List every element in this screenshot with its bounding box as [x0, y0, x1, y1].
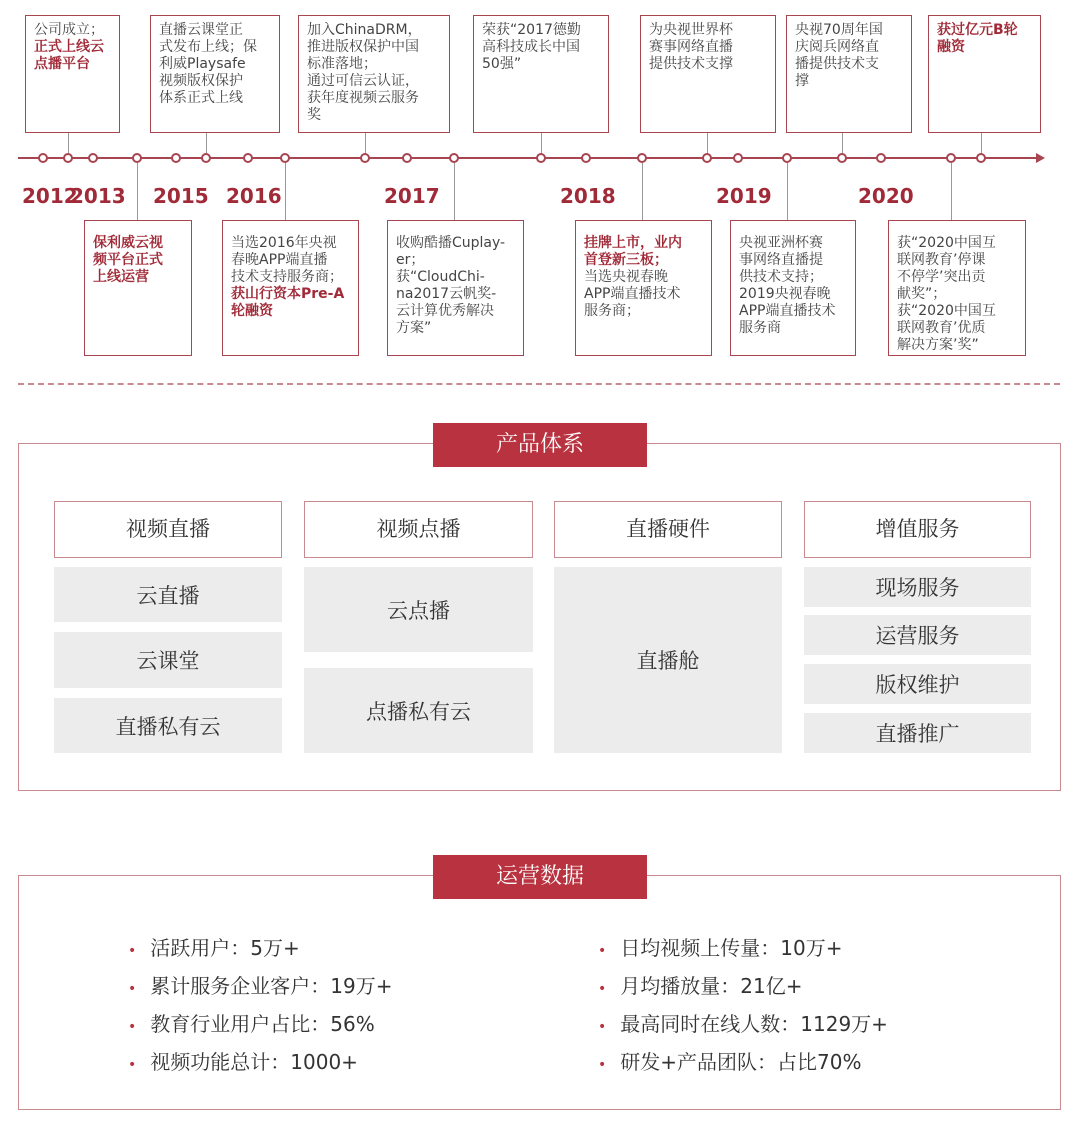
timeline-event-text: 当选2016年央视 春晚APP端直播 技术支持服务商；: [231, 235, 343, 285]
stat-item: • 累计服务企业客户：19万+: [128, 974, 393, 998]
bullet-icon: •: [598, 943, 607, 959]
timeline-event-text: 荣获“2017德勤 高科技成长中国 50强”: [482, 22, 581, 72]
timeline-dot: [88, 153, 98, 163]
bullet-icon: •: [128, 1019, 137, 1035]
timeline-event-top: [786, 15, 912, 133]
product-item: 云点播: [304, 567, 533, 652]
timeline-dot: [976, 153, 986, 163]
stat-item: • 视频功能总计：1000+: [128, 1050, 358, 1074]
timeline-dot: [536, 153, 546, 163]
product-item: 直播舱: [554, 567, 782, 753]
timeline-dot: [637, 153, 647, 163]
timeline-event-text: 收购酷播Cuplay- er； 获“CloudChi- na2017云帆奖- 云计算优秀解决 方案”: [396, 235, 506, 336]
timeline-event-text: 加入ChinaDRM， 推进版权保护中国 标准落地； 通过可信云认证， 获年度视频云服务 奖: [307, 22, 422, 123]
timeline-event-top: [473, 15, 609, 133]
timeline-dot: [702, 153, 712, 163]
timeline-dot: [876, 153, 886, 163]
timeline-year: 2016: [226, 184, 282, 208]
product-item: 云直播: [54, 567, 282, 622]
timeline-dot: [837, 153, 847, 163]
timeline-dot: [38, 153, 48, 163]
timeline-dot: [171, 153, 181, 163]
timeline-event-text: 直播云课堂正 式发布上线；保 利威Playsafe 视频版权保护 体系正式上线: [159, 22, 257, 106]
timeline-dot: [243, 153, 253, 163]
timeline-event-top: [928, 15, 1041, 133]
stat-item: • 日均视频上传量：10万+: [598, 936, 843, 960]
category-video-vod: 视频点播: [304, 501, 533, 558]
timeline-dot: [449, 153, 459, 163]
stat-item: • 教育行业用户占比：56%: [128, 1012, 375, 1036]
timeline-event-bottom: [84, 220, 192, 356]
timeline-event-bottom: [575, 220, 712, 356]
bullet-icon: •: [128, 1057, 137, 1073]
timeline-event-text: 当选央视春晚 APP端直播技术 服务商；: [584, 269, 681, 319]
product-item: 运营服务: [804, 615, 1031, 655]
bullet-icon: •: [598, 981, 607, 997]
timeline-event-top: [25, 15, 120, 133]
bullet-icon: •: [598, 1057, 607, 1073]
timeline-dot: [280, 153, 290, 163]
section-divider: [18, 383, 1060, 385]
timeline-dot: [782, 153, 792, 163]
timeline-event-top: [298, 15, 450, 133]
timeline-event-top: [150, 15, 280, 133]
bullet-icon: •: [128, 943, 137, 959]
timeline-year: 2017: [384, 184, 440, 208]
operations-title: 运营数据: [433, 855, 647, 899]
timeline-dot: [63, 153, 73, 163]
product-item: 点播私有云: [304, 668, 533, 753]
timeline-event-text: 正式上线云 点播平台: [34, 39, 104, 72]
timeline-dot: [946, 153, 956, 163]
timeline-event-bottom: [888, 220, 1026, 356]
stat-item: • 最高同时在线人数：1129万+: [598, 1012, 888, 1036]
timeline-event-text: 公司成立；: [34, 22, 104, 38]
timeline-event-text: 为央视世界杯 赛事网络直播 提供技术支撑: [649, 22, 733, 72]
timeline-year: 2018: [560, 184, 616, 208]
timeline-event-top: [640, 15, 776, 133]
bullet-icon: •: [598, 1019, 607, 1035]
timeline-dot: [201, 153, 211, 163]
product-item: 直播推广: [804, 713, 1031, 753]
timeline-event-text: 央视70周年国 庆阅兵网络直 播提供技术支 撑: [795, 22, 883, 89]
timeline-dot: [402, 153, 412, 163]
bullet-icon: •: [128, 981, 137, 997]
timeline-dot: [360, 153, 370, 163]
timeline-event-text: 挂牌上市，业内 首登新三板；: [584, 235, 682, 268]
timeline-event-text: 央视亚洲杯赛 事网络直播提 供技术支持； 2019央视春晚 APP端直播技术 服务商: [739, 235, 836, 336]
product-item: 版权维护: [804, 664, 1031, 704]
timeline-year: 2015: [153, 184, 209, 208]
stat-item: • 月均播放量：21亿+: [598, 974, 803, 998]
timeline-year: 2019: [716, 184, 772, 208]
category-video-live: 视频直播: [54, 501, 282, 558]
timeline-year: 2012: [22, 184, 78, 208]
timeline-arrow-icon: [1036, 153, 1045, 163]
timeline-year: 2020: [858, 184, 914, 208]
product-item: 现场服务: [804, 567, 1031, 607]
category-value-added: 增值服务: [804, 501, 1031, 558]
product-item: 云课堂: [54, 632, 282, 688]
timeline-event-text: 获“2020中国互 联网教育’停课 不停学’突出贡 献奖”； 获“2020中国互 联网教育’优质 解决方案’奖”: [897, 235, 996, 353]
timeline-dot: [733, 153, 743, 163]
timeline-event-bottom: [730, 220, 856, 356]
stat-item: • 活跃用户：5万+: [128, 936, 300, 960]
product-item: 直播私有云: [54, 698, 282, 753]
timeline-event-bottom: [387, 220, 524, 356]
timeline-event-text: 获过亿元B轮 融资: [937, 22, 1018, 55]
timeline-event-bottom: [222, 220, 359, 356]
stat-item: • 研发+产品团队：占比70%: [598, 1050, 862, 1074]
timeline-year: 2013: [70, 184, 126, 208]
timeline-dot: [132, 153, 142, 163]
timeline-event-text: 获山行资本Pre-A 轮融资: [231, 286, 345, 319]
timeline-dot: [581, 153, 591, 163]
category-live-hardware: 直播硬件: [554, 501, 782, 558]
timeline-event-text: 保利威云视 频平台正式 上线运营: [93, 235, 163, 285]
products-title: 产品体系: [433, 423, 647, 467]
